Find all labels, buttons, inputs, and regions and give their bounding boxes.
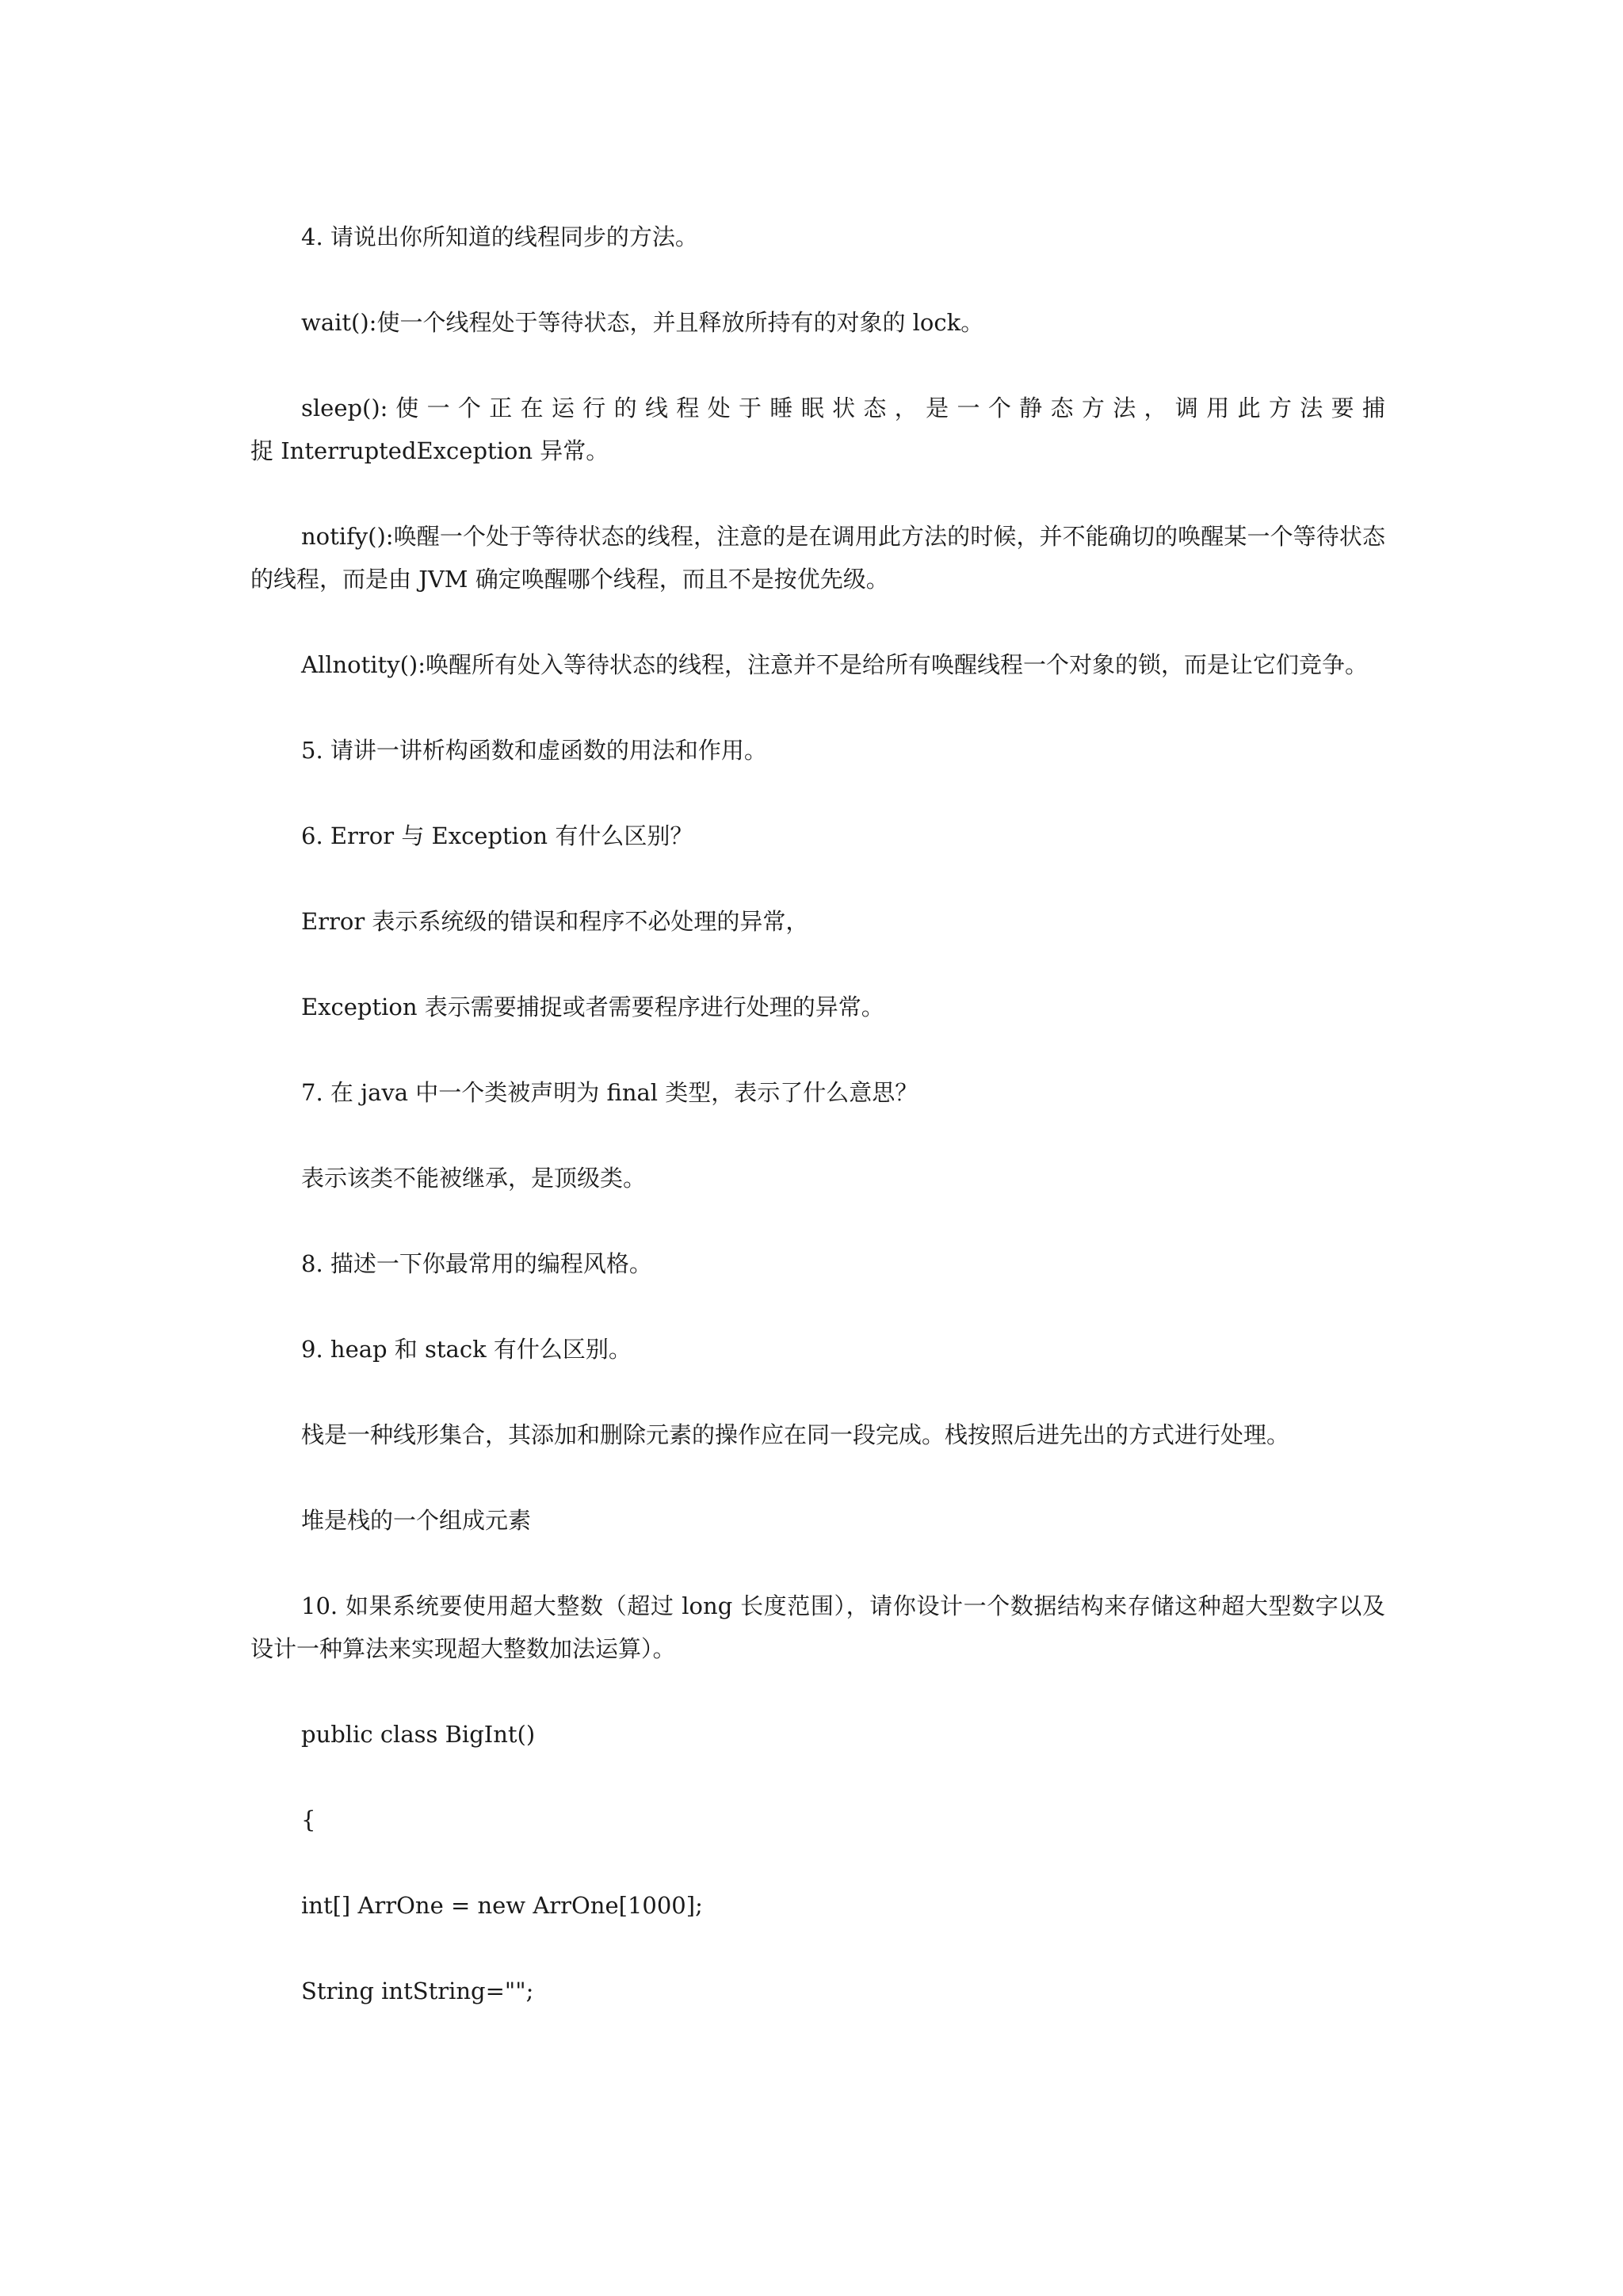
paragraph-sleep: sleep(): 使 一 个 正 在 运 行 的 线 程 处 于 睡 眠 状 态 ， 是 一 个 静 态 方 法 ， 调 用 此 方 法 要 捕 捉 InterruptedException 异常。 [250, 395, 1385, 464]
question-7: 7. 在 java 中一个类被声明为 final 类型，表示了什么意思？ [301, 1079, 918, 1106]
question-10: 10. 如果系统要使用超大整数（超过 long 长度范围），请你设计一个数据结构来存储这种超大型数字以及设计一种算法来实现超大整数加法运算）。 [250, 1592, 1385, 1662]
question-6: 6. Error 与 Exception 有什么区别？ [301, 822, 693, 849]
question-5: 5. 请讲一讲析构函数和虚函数的用法和作用。 [301, 737, 767, 764]
paragraph-exception: Exception 表示需要捕捉或者需要程序进行处理的异常。 [301, 994, 884, 1020]
code-line-class: public class BigInt() [301, 1721, 536, 1748]
paragraph-wait: wait():使一个线程处于等待状态，并且释放所持有的对象的 lock。 [301, 309, 984, 336]
question-9: 9. heap 和 stack 有什么区别。 [301, 1336, 632, 1363]
code-line-array: int[] ArrOne = new ArrOne[1000]; [301, 1892, 703, 1919]
paragraph-error: Error 表示系统级的错误和程序不必处理的异常， [301, 908, 809, 935]
paragraph-allnotity: Allnotity():唤醒所有处入等待状态的线程，注意并不是给所有唤醒线程一个对象的锁，而是让它们竞争。 [301, 651, 1368, 678]
question-8: 8. 描述一下你最常用的编程风格。 [301, 1250, 652, 1277]
code-line-brace: { [301, 1806, 316, 1833]
paragraph-stack: 栈是一种线形集合，其添加和删除元素的操作应在同一段完成。栈按照后进先出的方式进行处理。 [301, 1421, 1290, 1448]
paragraph-final: 表示该类不能被继承，是顶级类。 [301, 1165, 647, 1192]
paragraph-notify: notify():唤醒一个处于等待状态的线程，注意的是在调用此方法的时候，并不能确切的唤醒某一个等待状态的线程，而是由 JVM 确定唤醒哪个线程，而且不是按优先级。 [250, 523, 1385, 593]
code-line-string: String intString=""; [301, 1978, 534, 2004]
document-body [250, 215, 1385, 2012]
paragraph-heap: 堆是栈的一个组成元素 [301, 1507, 532, 1534]
question-4: 4. 请说出你所知道的线程同步的方法。 [301, 223, 698, 250]
